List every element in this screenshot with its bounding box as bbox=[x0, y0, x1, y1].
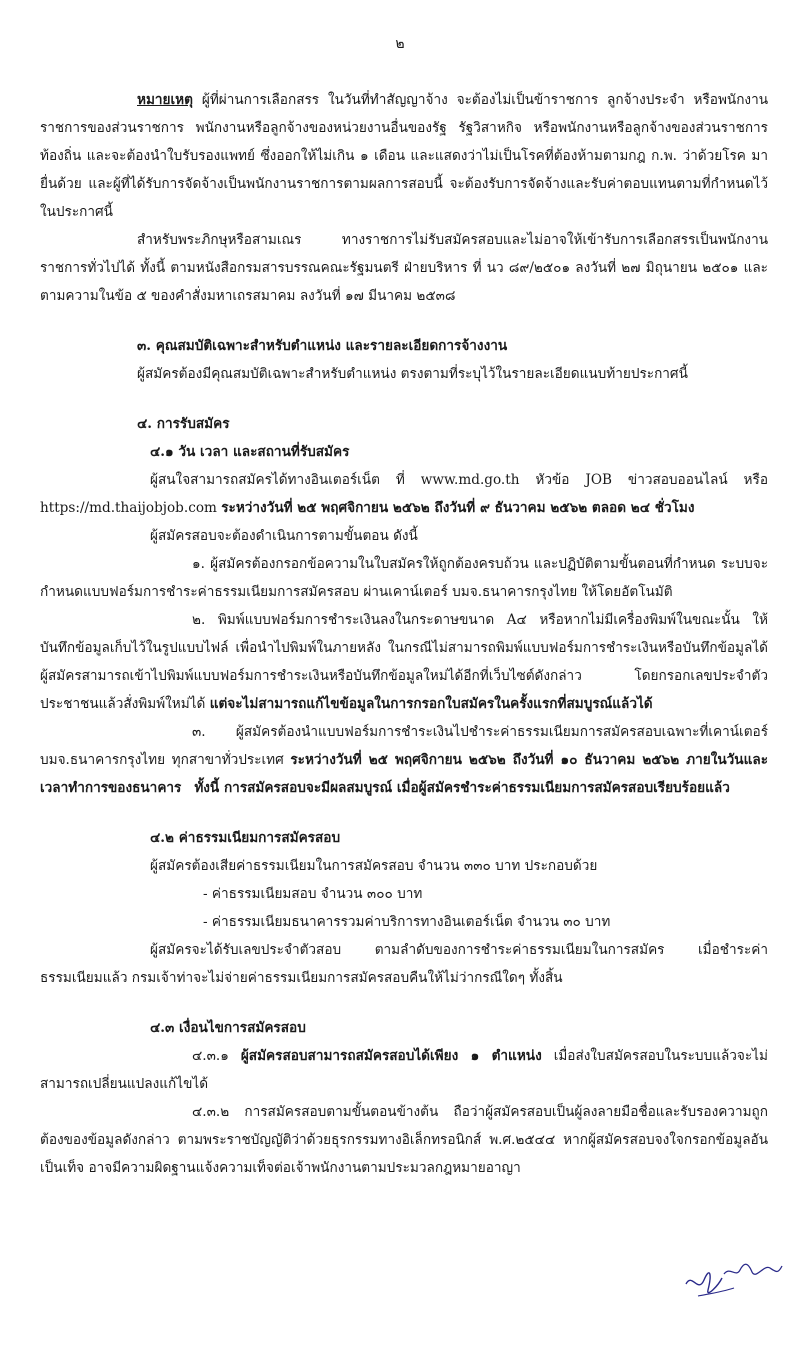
section-3-heading: ๓. คุณสมบัติเฉพาะสำหรับตำแหน่ง และรายละเอียดการจ้างงาน bbox=[137, 338, 508, 354]
section-4-2-para-1: ผู้สมัครต้องเสียค่าธรรมเนียมในการสมัครสอบ จำนวน ๓๓๐ บาท ประกอบด้วย bbox=[150, 858, 598, 874]
step-3-period: ระหว่างวันที่ ๒๕ พฤศจิกายน ๒๕๖๒ ถึงวันที่ ๑๐ ธันวาคม ๒๕๖๒ ภายในวันและเวลาทำการของธนาคาร bbox=[40, 752, 768, 796]
step-3-complete: ทั้งนี้ การสมัครสอบจะมีผลสมบูรณ์ เมื่อผู้สมัครชำระค่าธรรมเนียมการสมัครสอบเรียบร้อยแล้ว bbox=[194, 780, 730, 796]
section-4-1-para-2: ผู้สมัครสอบจะต้องดำเนินการตามขั้นตอน ดังนี้ bbox=[150, 528, 418, 544]
step-2 bbox=[40, 606, 768, 718]
step-2-text: ๒. พิมพ์แบบฟอร์มการชำระเงินลงในกระดาษขนาด A๔ หรือหากไม่มีเครื่องพิมพ์ในขณะนั้น ให้บันทึกข้อมูลเก็บไว้ในรูปแบบไฟล์ เพื่อนำไปพิมพ์ในภายหลัง ในกรณีไม่สามารถพิมพ์แบบฟอร์มการชำระเงินหรือบันทึกข้อมูลได้ ผู้สมัครสามารถเข้าไปพิมพ์แบบฟอร์มการชำระเงินหรือบันทึกข้อมูลใหม่ได้อีกที่เว็บไซต์ดังกล่าว โดยกรอกเลขประจำตัวประชาชนแล้วสั่งพิมพ์ใหม่ได้ bbox=[40, 612, 768, 712]
note-label: หมายเหตุ bbox=[137, 92, 193, 108]
section-4-1-heading: ๔.๑ วัน เวลา และสถานที่รับสมัคร bbox=[150, 444, 350, 460]
section-4-2-heading: ๔.๒ ค่าธรรมเนียมการสมัครสอบ bbox=[150, 830, 341, 846]
step-1: ๑. ผู้สมัครต้องกรอกข้อความในใบสมัครให้ถูกต้องครบถ้วน และปฏิบัติตามขั้นตอนที่กำหนด ระบบจะกำหนดแบบฟอร์มการชำระค่าธรรมเนียมการสมัครสอบ ผ่านเคาน์เตอร์ บมจ.ธนาคารกรุงไทย ให้โดยอัตโนมัติ bbox=[40, 556, 768, 600]
fee-item: - ค่าธรรมเนียมธนาคารรวมค่าบริการทางอินเตอร์เน็ต จำนวน ๓๐ บาท bbox=[203, 914, 611, 930]
condition-2: ๔.๓.๒ การสมัครสอบตามขั้นตอนข้างต้น ถือว่าผู้สมัครสอบเป็นผู้ลงลายมือชื่อและรับรองความถูกต้องของข้อมูลดังกล่าว ตามพระราชบัญญัติว่าด้วยธุรกรรมทางอิเล็กทรอนิกส์ พ.ศ.๒๕๔๔ หากผู้สมัครสอบจงใจกรอกข้อมูลอันเป็นเท็จ อาจมีความผิดฐานแจ้งความเท็จต่อเจ้าพนักงานตามประมวลกฎหมายอาญา bbox=[40, 1104, 768, 1176]
section-3-text: ผู้สมัครต้องมีคุณสมบัติเฉพาะสำหรับตำแหน่ง ตรงตามที่ระบุไว้ในรายละเอียดแนบท้ายประกาศนี้ bbox=[137, 366, 688, 382]
monk-paragraph: สำหรับพระภิกษุหรือสามเณร ทางราชการไม่รับสมัครสอบและไม่อาจให้เข้ารับการเลือกสรรเป็นพนักงานราชการทั่วไปได้ ทั้งนี้ ตามหนังสือกรมสารบรรณคณะรัฐมนตรี ฝ่ายบริหาร ที่ นว ๘๙/๒๕๐๑ ลงวันที่ ๒๗ มิถุนายน ๒๕๐๑ และตามความในข้อ ๕ ของคำสั่งมหาเถรสมาคม ลงวันที่ ๑๗ มีนาคม ๒๕๓๘ bbox=[40, 232, 768, 304]
document-body bbox=[40, 86, 768, 1182]
section-4-1-para-1 bbox=[40, 466, 768, 522]
section-4-heading: ๔. การรับสมัคร bbox=[137, 416, 230, 432]
section-4-2-para-2: ผู้สมัครจะได้รับเลขประจำตัวสอบ ตามลำดับของการชำระค่าธรรมเนียมในการสมัคร เมื่อชำระค่าธรรมเนียมแล้ว กรมเจ้าท่าจะไม่จ่ายค่าธรรมเนียมการสมัครสอบคืนให้ไม่ว่ากรณีใดๆ ทั้งสิ้น bbox=[40, 942, 768, 986]
handwritten-signature bbox=[678, 1244, 788, 1304]
step-3 bbox=[40, 718, 768, 802]
page-number: ๒ bbox=[395, 36, 405, 52]
section-4-3-heading: ๔.๓ เงื่อนไขการสมัครสอบ bbox=[150, 1020, 306, 1036]
condition-1-number: ๔.๓.๑ bbox=[192, 1048, 241, 1064]
step-3-text: ๓. ผู้สมัครต้องนำแบบฟอร์มการชำระเงินไปชำระค่าธรรมเนียมการสมัครสอบเฉพาะที่เคาน์เตอร์ บมจ.ธนาคารกรุงไทย ทุกสาขาทั่วประเทศ bbox=[40, 724, 768, 768]
step-2-bold: แต่จะไม่สามารถแก้ไขข้อมูลในการกรอกใบสมัครในครั้งแรกที่สมบูรณ์แล้วได้ bbox=[209, 696, 653, 712]
note-text: ผู้ที่ผ่านการเลือกสรร ในวันที่ทำสัญญาจ้าง จะต้องไม่เป็นข้าราชการ ลูกจ้างประจำ หรือพนักงานราชการของส่วนราชการ พนักงานหรือลูกจ้างของหน่วยงานอื่นของรัฐ รัฐวิสาหกิจ หรือพนักงานหรือลูกจ้างของส่วนราชการท้องถิ่น และจะต้องนำใบรับรองแพทย์ ซึ่งออกให้ไม่เกิน ๑ เดือน และแสดงว่าไม่เป็นโรคที่ต้องห้ามตามกฎ ก.พ. ว่าด้วยโรค มายื่นด้วย และผู้ที่ได้รับการจัดจ้างเป็นพนักงานราชการตามผลการสอบนี้ จะต้องรับการจัดจ้างและรับค่าตอบแทนตามที่กำหนดไว้ในประกาศนี้ bbox=[40, 92, 768, 220]
apply-online-text: ผู้สนใจสามารถสมัครได้ทางอินเตอร์เน็ต ที่ www.md.go.th หัวข้อ JOB ข่าวสอบออนไลน์ หรือ https://md.thaijobjob.com bbox=[40, 472, 768, 516]
apply-period-text: ระหว่างวันที่ ๒๕ พฤศจิกายน ๒๕๖๒ ถึงวันที่ ๙ ธันวาคม ๒๕๖๒ ตลอด ๒๔ ชั่วโมง bbox=[221, 500, 695, 516]
condition-1-bold: ผู้สมัครสอบสามารถสมัครสอบได้เพียง ๑ ตำแหน่ง bbox=[240, 1048, 542, 1064]
note-paragraph bbox=[40, 86, 768, 226]
fee-item: - ค่าธรรมเนียมสอบ จำนวน ๓๐๐ บาท bbox=[203, 886, 423, 902]
condition-1-text: เมื่อส่งใบสมัครสอบในระบบแล้วจะไม่สามารถเปลี่ยนแปลงแก้ไขได้ bbox=[40, 1048, 768, 1092]
condition-1 bbox=[40, 1042, 768, 1098]
